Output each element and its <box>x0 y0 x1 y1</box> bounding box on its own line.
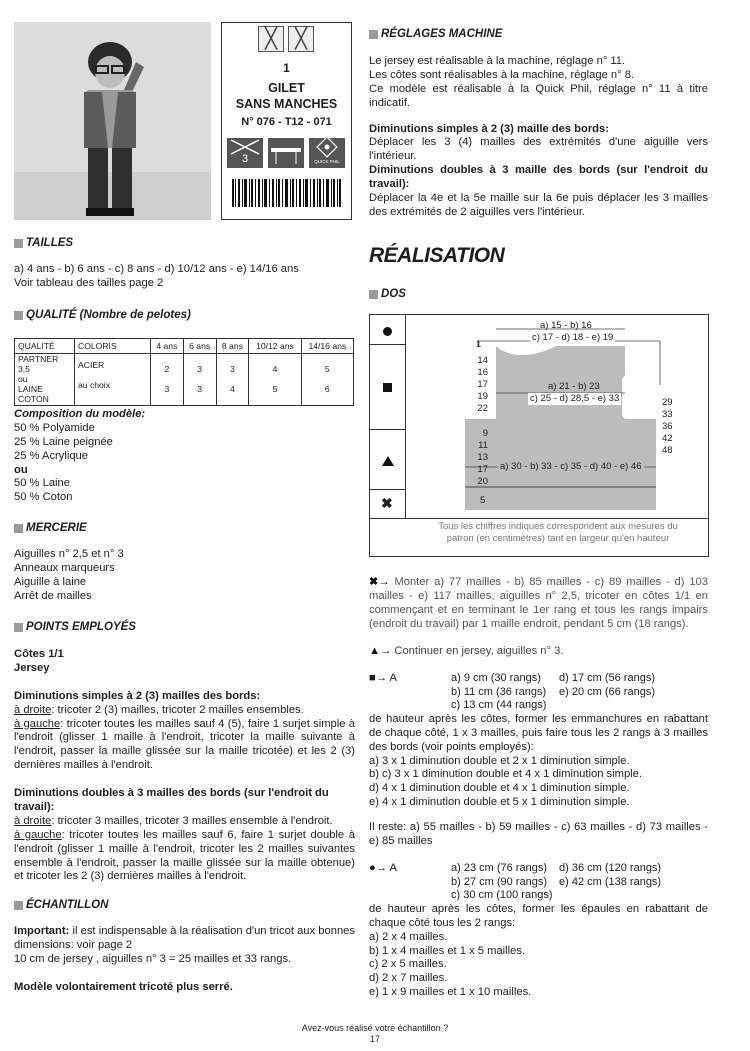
bottom-width-label: a) 30 - b) 33 - c) 35 - d) 40 - e) 46 <box>500 461 642 472</box>
stitch-jersey: Jersey <box>14 661 50 674</box>
continuer-text: Continuer en jersey, aiguilles n° 3. <box>394 645 564 657</box>
size-value: a) 9 cm (30 rangs) <box>451 672 541 684</box>
size-value: b) 27 cm (90 rangs) <box>451 875 547 888</box>
composition-line: 25 % Acrylique <box>14 449 89 462</box>
dim-value: 42 <box>662 433 673 444</box>
needle-symbol-box <box>258 26 314 52</box>
size-value: e) 20 cm (66 rangs) <box>559 685 655 698</box>
table-cell-text: 4 <box>272 364 278 375</box>
step-b <box>369 862 708 1000</box>
table-cell-text: 3 <box>197 384 203 395</box>
footer <box>0 1023 750 1045</box>
echantillon-heading <box>14 898 108 912</box>
cross-arrow-icon: ✖→ <box>369 576 395 588</box>
mercerie-line: Aiguilles n° 2,5 et n° 3 <box>14 548 124 560</box>
quick-phil-logo-icon <box>309 138 345 160</box>
circle-arrow-icon: ●→ <box>369 862 390 874</box>
table-row <box>15 354 354 406</box>
step-a-list-item: d) 4 x 1 diminution double et 4 x 1 diminution simple. <box>369 782 630 795</box>
rib-height-label: 5 <box>480 495 486 506</box>
page-number: 17 <box>369 1033 380 1044</box>
table-cell-text: 5 <box>324 364 330 375</box>
step-b-list-item: e) 1 x 9 mailles et 1 x 10 mailles. <box>369 986 532 999</box>
step-b-list-item: d) 2 x 7 mailles. <box>369 972 448 985</box>
card-reference: N° 076 - T12 - 071 <box>241 116 332 128</box>
step-a-label: A <box>389 672 397 684</box>
dim-value: 29 <box>662 397 673 408</box>
dim-value: 48 <box>662 445 673 456</box>
mercerie-line: Aiguille à laine <box>14 575 87 588</box>
echantillon-block <box>14 925 355 995</box>
table-cell-text: PARTNER 3,5 <box>18 354 59 374</box>
step-b-marker <box>369 862 451 903</box>
yarn-table <box>14 338 354 406</box>
table-cell-text: 6 <box>324 384 330 395</box>
machine-dim-simple-title: Diminutions simples à 2 (3) maille des bords: <box>369 122 609 135</box>
table-header-row <box>15 339 354 354</box>
table-cell <box>183 354 216 406</box>
armhole-depth-labels <box>470 355 488 415</box>
table-header: QUALITÉ <box>15 339 75 354</box>
qualite-heading <box>14 308 191 322</box>
card-title <box>222 81 351 112</box>
vest-shape <box>370 315 708 518</box>
cross-needles-icon: ╳ <box>288 26 314 52</box>
dim-simple-gauche <box>14 718 355 774</box>
chest-width-label: a) 21 - b) 23 <box>548 381 600 392</box>
yarn-table-wrap <box>14 338 354 406</box>
gauche-text: : tricoter toutes les mailles sauf 6, faire 1 surjet double à l'endroit (glisser 1 maille à l'endroit, tricoter les 2 mailles suivantes ensemble à l'endroit, passer la maille glissée sur la maille obtenue) et tricoter les 2 (3) dernières mailles à l'endroit. <box>14 828 355 883</box>
dim-value: 16 <box>477 367 488 378</box>
droite-label: à droite <box>14 814 52 827</box>
echantillon-note: Modèle volontairement tricoté plus serré. <box>14 980 233 993</box>
dim-value: 17 <box>477 464 488 475</box>
composition-block <box>14 408 214 505</box>
dim-simple-title: Diminutions simples à 2 (3) mailles des bords: <box>14 689 261 702</box>
table-cell-text: au choix <box>78 380 111 390</box>
composition-line: 50 % Coton <box>14 491 73 504</box>
echantillon-gauge: 10 cm de jersey , aiguilles n° 3 = 25 mailles et 33 rangs. <box>14 952 292 965</box>
dim-value: 19 <box>477 391 488 402</box>
step-b-list-item: b) 1 x 4 mailles et 1 x 5 mailles. <box>369 944 526 957</box>
section-marker-icon <box>14 239 23 248</box>
table-cell-text: 5 <box>272 384 278 395</box>
droite-text: : tricoter 2 (3) mailles, tricoter 2 mailles ensembles. <box>51 703 304 716</box>
caption-line: patron (en centimètres) tant en largeur qu'en hauteur <box>446 533 670 544</box>
dim-value: 20 <box>477 476 488 487</box>
quick-phil-icon <box>309 138 345 168</box>
important-text: il est indispensable à la réalisation d'un tricot aux bonnes dimensions: voir page 2 <box>14 925 355 951</box>
cross-needles-icon: ╳ <box>258 26 284 52</box>
size-value: d) 36 cm (120 rangs) <box>559 862 662 874</box>
neck-width-label: a) 15 - b) 16 <box>540 320 592 331</box>
echantillon-heading-text: ÉCHANTILLON <box>26 899 109 911</box>
footer-question: Avez-vous réalisé votre échantillon ? <box>301 1023 449 1033</box>
points-block <box>14 648 355 884</box>
step-b-list-item: c) 2 x 5 mailles. <box>369 958 447 971</box>
step-a-list-item: e) 4 x 1 diminution double et 5 x 1 diminution simple. <box>369 796 630 809</box>
dos-heading <box>369 287 406 301</box>
dos-heading-text: DOS <box>381 288 406 300</box>
step-b-label: A <box>389 862 397 874</box>
dim-value: 22 <box>477 403 488 414</box>
barcode-icon <box>232 179 342 207</box>
step-reste: Il reste: a) 55 mailles - b) 59 mailles - c) 63 mailles - d) 73 mailles - e) 85 mailles <box>369 821 708 847</box>
cross-marker-icon: ✖ <box>381 495 393 511</box>
table-cell <box>151 354 184 406</box>
composition-line: 50 % Polyamide <box>14 421 95 434</box>
table-header: COLORIS <box>75 339 151 354</box>
step-b-sizes <box>451 862 679 903</box>
table-cell-text: LAINE COTON <box>18 383 49 404</box>
monter-text: Monter a) 77 mailles - b) 85 mailles - c) 89 mailles - d) 103 mailles - e) 117 mailles, aiguilles n° 2,5, tricoter en côtes 1/1 en commençant et en terminant le 1er rang et tous les rangs impairs (endroit du travail) par 1 maille endroit, pendant 5 cm (18 rangs). <box>369 576 708 630</box>
mercerie-line: Arrêt de mailles <box>14 589 92 602</box>
diagram-caption <box>408 521 708 545</box>
dim-value: 17 <box>477 379 488 390</box>
step-a-list-item: b) c) 3 x 1 diminution double et 4 x 1 diminution simple. <box>369 768 642 781</box>
stitch-cotes: Côtes 1/1 <box>14 648 64 660</box>
machine-dim-double-text: Déplacer la 4e et la 5e maille sur la 6e puis déplacer les 3 mailles des extrémités de 2 aiguilles vers l'intérieur. <box>369 192 708 218</box>
dim-value: 13 <box>477 452 488 463</box>
table-cell-text: 2 <box>164 364 170 375</box>
needle-size-icon <box>227 138 263 168</box>
droite-label: à droite <box>14 703 52 716</box>
tailles-heading-text: TAILLES <box>26 237 74 249</box>
qualite-heading-text: QUALITÉ (Nombre de pelotes) <box>26 309 191 321</box>
table-header: 6 ans <box>183 339 216 354</box>
step-b-list-item: a) 2 x 4 mailles. <box>369 930 448 943</box>
child-photo-illustration <box>14 22 211 220</box>
table-cell-text: 3 <box>164 384 170 395</box>
composition-line: 25 % Laine peignée <box>14 435 113 448</box>
size-value: c) 13 cm (44 rangs) <box>451 699 547 712</box>
tailles-block <box>14 263 354 291</box>
card-title-line2: SANS MANCHES <box>235 96 338 111</box>
card-title-line1: GILET <box>268 81 305 95</box>
table-header: 14/16 ans <box>301 339 353 354</box>
table-cell <box>15 354 75 406</box>
needle-size: 3 <box>241 153 249 165</box>
quick-phil-label: QUICK PHIL <box>314 159 340 164</box>
section-marker-icon <box>14 623 23 632</box>
step-a-sizes <box>451 672 679 713</box>
dim-value: 36 <box>662 421 673 432</box>
section-marker-icon <box>369 30 378 39</box>
section-marker-icon <box>14 311 23 320</box>
dim-double-droite <box>14 815 355 829</box>
neck-width-label-2: c) 17 - d) 18 - e) 19 <box>532 332 614 343</box>
tailles-sizes: a) 4 ans - b) 6 ans - c) 8 ans - d) 10/12 ans - e) 14/16 ans <box>14 263 299 275</box>
table-cell <box>75 354 151 406</box>
machine-dim-simple-text: Déplacer les 3 (4) mailles des extrémités d'une aiguille vers l'intérieur. <box>369 136 708 163</box>
mercerie-heading <box>14 521 87 535</box>
size-value: c) 30 cm (100 rangs) <box>451 889 553 902</box>
composition-line: ou <box>14 463 28 476</box>
step-a-list-item: a) 3 x 1 diminution double et 2 x 1 diminution simple. <box>369 754 630 767</box>
composition-heading: Composition du modèle: <box>14 408 146 420</box>
pattern-card <box>221 22 352 220</box>
mercerie-heading-text: MERCERIE <box>26 522 87 534</box>
gauche-text: : tricoter toutes les mailles sauf 4 (5), faire 1 surjet simple à l'endroit (glisser 1 maille à l'endroit, tricoter la maille suivante à l'endroit, passer la maille glissée sur la maille tricotée) et les 2 (3) dernières mailles à l'endroit. <box>14 717 355 772</box>
reglages-heading-text: RÉGLAGES MACHINE <box>381 28 503 40</box>
barcode <box>232 179 342 207</box>
table-cell-text: 3 <box>230 364 235 375</box>
step-continuer <box>369 645 708 659</box>
points-heading-text: POINTS EMPLOYÉS <box>26 621 136 633</box>
size-value: d) 17 cm (56 rangs) <box>559 672 655 684</box>
shoulder-drop-label: 1 <box>476 339 482 350</box>
table-header: 10/12 ans <box>249 339 301 354</box>
section-marker-icon <box>369 290 378 299</box>
dim-simple-droite <box>14 704 355 718</box>
reglages-line: Les côtes sont réalisables à la machine, réglage n° 8. <box>369 68 635 81</box>
step-a-marker <box>369 672 451 713</box>
size-value: e) 42 cm (138 rangs) <box>559 875 662 888</box>
chest-width-label-2: c) 25 - d) 28,5 - e) 33 <box>530 393 620 404</box>
table-cell-text: 4 <box>230 384 235 395</box>
reglages-line: Ce modèle est réalisable à la Quick Phil, réglage n° 11 à titre indicatif. <box>369 82 708 109</box>
droite-text: : tricoter 3 mailles, tricoter 3 mailles ensemble à l'endroit. <box>51 814 333 827</box>
size-value: a) 23 cm (76 rangs) <box>451 862 547 874</box>
dim-value: 33 <box>662 409 673 420</box>
table-cell-text: 3 <box>197 364 203 375</box>
section-marker-icon <box>14 524 23 533</box>
caption-divider <box>370 518 708 519</box>
dim-value: 14 <box>477 355 488 366</box>
table-header: 4 ans <box>151 339 184 354</box>
table-header: 8 ans <box>216 339 249 354</box>
dos-diagram <box>369 314 709 557</box>
machine-dim-double-title: Diminutions doubles à 3 maille des bords (sur l'endroit du travail): <box>369 164 708 191</box>
gauche-label: à gauche <box>14 717 61 730</box>
mercerie-block <box>14 548 214 604</box>
knitting-machine-icon <box>268 138 304 168</box>
triangle-arrow-icon: ▲→ <box>369 645 395 657</box>
table-cell-or: ou <box>18 373 28 384</box>
step-b-text: de hauteur après les côtes, former les épaules en rabattant de chaque côté tous les 2 rangs: <box>369 902 708 929</box>
points-heading <box>14 620 136 634</box>
mercerie-line: Anneaux marqueurs <box>14 561 115 574</box>
total-height-labels <box>662 397 673 457</box>
important-label: Important: <box>14 925 70 937</box>
body-height-labels <box>470 428 488 488</box>
step-a <box>369 672 708 810</box>
table-cell <box>301 354 353 406</box>
dim-double-gauche <box>14 829 355 885</box>
dim-value: 9 <box>482 428 488 439</box>
reglages-line: Le jersey est réalisable à la machine, réglage n° 11. <box>369 55 626 67</box>
size-value: b) 11 cm (36 rangs) <box>451 685 547 698</box>
table-cell <box>249 354 301 406</box>
composition-line: 50 % Laine <box>14 477 70 490</box>
dim-value: 11 <box>478 440 488 451</box>
tailles-heading <box>14 236 73 250</box>
machine-icon <box>268 138 304 168</box>
dim-double-title: Diminutions doubles à 3 mailles des bords (sur l'endroit du travail): <box>14 787 329 814</box>
echantillon-important <box>14 925 355 953</box>
table-cell <box>216 354 249 406</box>
model-photo <box>14 22 211 220</box>
reglages-heading <box>369 27 502 41</box>
gauche-label: à gauche <box>14 828 62 841</box>
section-marker-icon <box>14 901 23 910</box>
caption-line: Tous les chiffres indiqués correspondent aux mesures du <box>438 521 678 532</box>
tailles-note: Voir tableau des tailles page 2 <box>14 276 164 289</box>
card-number: 1 <box>283 61 290 75</box>
step-monter <box>369 576 708 632</box>
step-a-text: de hauteur après les côtes, former les emmanchures en rabattant de chaque côté, 1 x 3 mailles, puis faire tous les 2 rangs à 3 mailles des bords (voir points employés): <box>369 712 708 753</box>
realisation-title: RÉALISATION <box>369 244 505 267</box>
table-cell-text: ACIER <box>78 360 105 370</box>
square-arrow-icon: ■→ <box>369 672 390 684</box>
reglages-block <box>369 55 708 220</box>
